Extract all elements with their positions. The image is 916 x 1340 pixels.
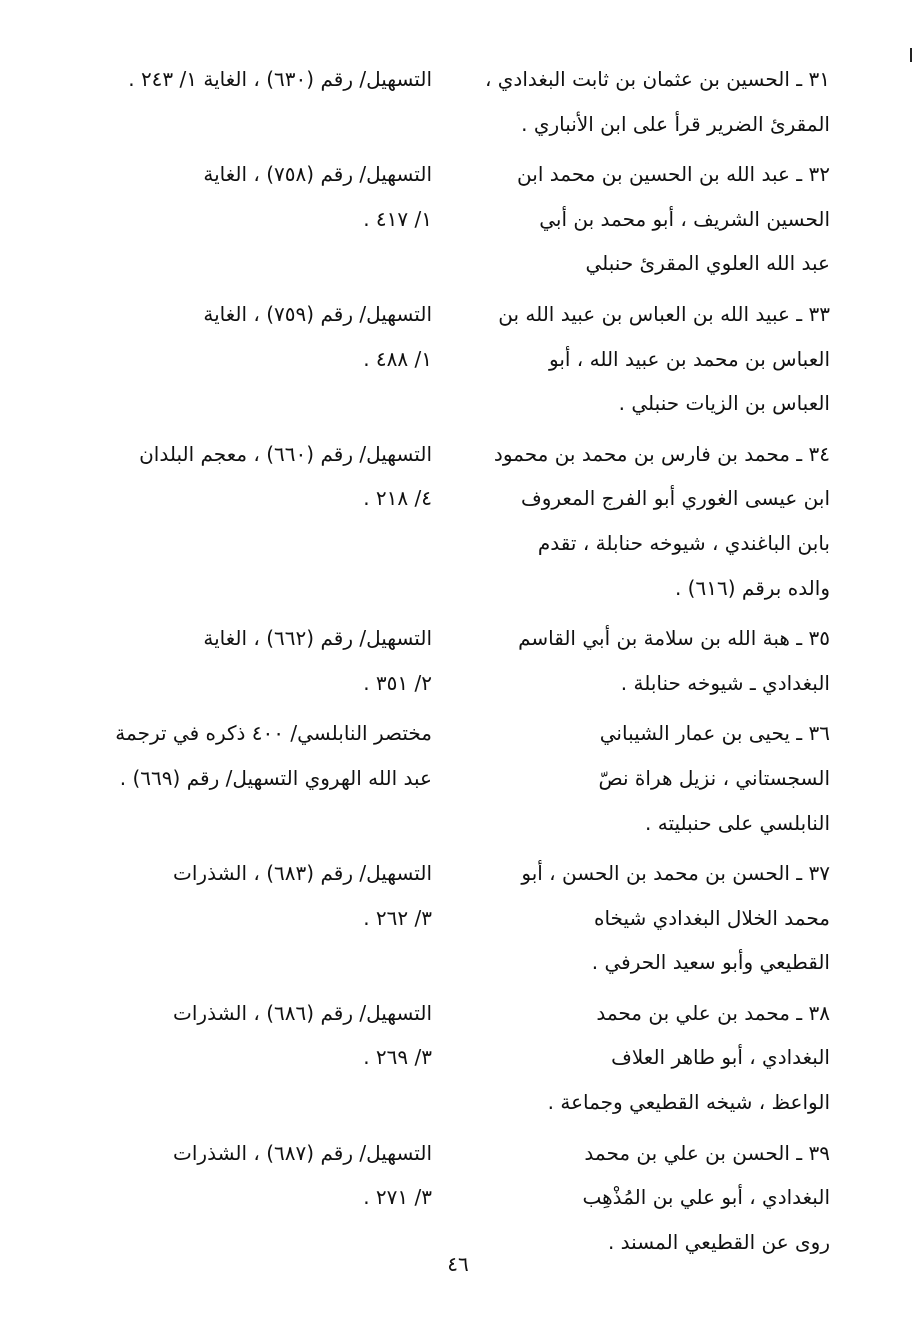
biography-line: ٣٢ ـ عبد الله بن الحسين بن محمد ابن xyxy=(517,162,830,187)
source-reference xyxy=(80,851,432,985)
reference-line: التسهيل/ رقم (٦٦٠) ، معجم البلدان xyxy=(139,441,432,466)
source-reference xyxy=(80,152,432,286)
biography-line: البغدادي ـ شيوخه حنابلة . xyxy=(620,670,830,695)
reference-line: ٣/ ٢٧١ . xyxy=(363,1185,432,1210)
biography-line: السجستاني ، نزيل هراة نصّ xyxy=(598,765,830,790)
biography-line: البغدادي ، أبو علي بن المُذْهِب xyxy=(582,1185,830,1210)
page-number: ٤٦ xyxy=(447,1252,469,1276)
reference-line: ٤/ ٢١٨ . xyxy=(363,486,432,511)
biography-text xyxy=(448,292,830,426)
biography-line: البغدادي ، أبو طاهر العلاف xyxy=(611,1045,830,1070)
biography-entry xyxy=(80,711,830,845)
source-reference xyxy=(80,292,432,426)
biography-line: الواعظ ، شيخه القطيعي وجماعة . xyxy=(547,1090,830,1115)
biography-line: والده برقم (٦١٦) . xyxy=(674,575,830,600)
source-reference xyxy=(80,616,432,705)
biography-line: ابن عيسى الغوري أبو الفرج المعروف xyxy=(520,486,830,511)
reference-line: ١/ ٤٨٨ . xyxy=(363,346,432,371)
biography-entry-list xyxy=(80,57,830,1270)
reference-line: التسهيل/ رقم (٦٨٦) ، الشذرات xyxy=(173,1000,432,1025)
source-reference xyxy=(80,991,432,1125)
biography-text xyxy=(448,851,830,985)
biography-entry xyxy=(80,851,830,985)
reference-line: عبد الله الهروي التسهيل/ رقم (٦٦٩) . xyxy=(119,765,432,790)
reference-line: التسهيل/ رقم (٦٨٧) ، الشذرات xyxy=(173,1140,432,1165)
biography-text xyxy=(448,57,830,146)
reference-line: ٢/ ٣٥١ . xyxy=(363,670,432,695)
biography-line: ٣٨ ـ محمد بن علي بن محمد xyxy=(596,1000,830,1025)
reference-line: التسهيل/ رقم (٧٥٨) ، الغاية xyxy=(203,162,432,187)
source-reference xyxy=(80,432,432,610)
source-reference xyxy=(80,711,432,845)
biography-line: روى عن القطيعي المسند . xyxy=(607,1229,830,1254)
reference-line: ١/ ٤١٧ . xyxy=(363,206,432,231)
biography-line: ٣٣ ـ عبيد الله بن العباس بن عبيد الله بن xyxy=(498,301,830,326)
biography-text xyxy=(448,711,830,845)
biography-text xyxy=(448,432,830,610)
biography-entry xyxy=(80,152,830,286)
biography-line: بابن الباغندي ، شيوخه حنابلة ، تقدم xyxy=(537,530,830,555)
biography-line: محمد الخلال البغدادي شيخاه xyxy=(593,905,830,930)
biography-line: المقرئ الضرير قرأ على ابن الأنباري . xyxy=(521,111,830,136)
page-edge-mark xyxy=(910,48,912,62)
biography-line: ٣٥ ـ هبة الله بن سلامة بن أبي القاسم xyxy=(518,626,830,651)
reference-line: التسهيل/ رقم (٦٨٣) ، الشذرات xyxy=(173,861,432,886)
biography-line: الحسين الشريف ، أبو محمد بن أبي xyxy=(539,206,830,231)
biography-entry xyxy=(80,432,830,610)
reference-line: التسهيل/ رقم (٧٥٩) ، الغاية xyxy=(203,301,432,326)
biography-entry xyxy=(80,292,830,426)
source-reference xyxy=(80,1131,432,1265)
reference-line: التسهيل/ رقم (٦٣٠) ، الغاية ١/ ٢٤٣ . xyxy=(128,67,432,91)
biography-line: القطيعي وأبو سعيد الحرفي . xyxy=(591,950,830,975)
biography-line: العباس بن الزيات حنبلي . xyxy=(618,391,830,416)
biography-line: ٣٧ ـ الحسن بن محمد بن الحسن ، أبو xyxy=(521,861,830,886)
biography-line: النابلسي على حنبليته . xyxy=(645,810,830,835)
reference-line: ٣/ ٢٦٢ . xyxy=(363,905,432,930)
biography-text xyxy=(448,152,830,286)
biography-entry xyxy=(80,57,830,146)
biography-line: ٣٦ ـ يحيى بن عمار الشيباني xyxy=(599,721,830,746)
biography-line: ٣٩ ـ الحسن بن علي بن محمد xyxy=(584,1140,830,1165)
source-reference xyxy=(80,57,432,146)
biography-entry xyxy=(80,616,830,705)
biography-text xyxy=(448,1131,830,1265)
reference-line: التسهيل/ رقم (٦٦٢) ، الغاية xyxy=(203,626,432,651)
biography-line: عبد الله العلوي المقرئ حنبلي xyxy=(585,251,830,276)
biography-line: ٣٤ ـ محمد بن فارس بن محمد بن محمود xyxy=(493,441,830,466)
biography-line: العباس بن محمد بن عبيد الله ، أبو xyxy=(548,346,830,371)
biography-entry xyxy=(80,1131,830,1265)
biography-text xyxy=(448,991,830,1125)
reference-line: مختصر النابلسي/ ٤٠٠ ذكره في ترجمة xyxy=(115,721,432,746)
biography-line: ٣١ ـ الحسين بن عثمان بن ثابت البغدادي ، xyxy=(484,67,830,91)
biography-text xyxy=(448,616,830,705)
reference-line: ٣/ ٢٦٩ . xyxy=(363,1045,432,1070)
biography-entry xyxy=(80,991,830,1125)
